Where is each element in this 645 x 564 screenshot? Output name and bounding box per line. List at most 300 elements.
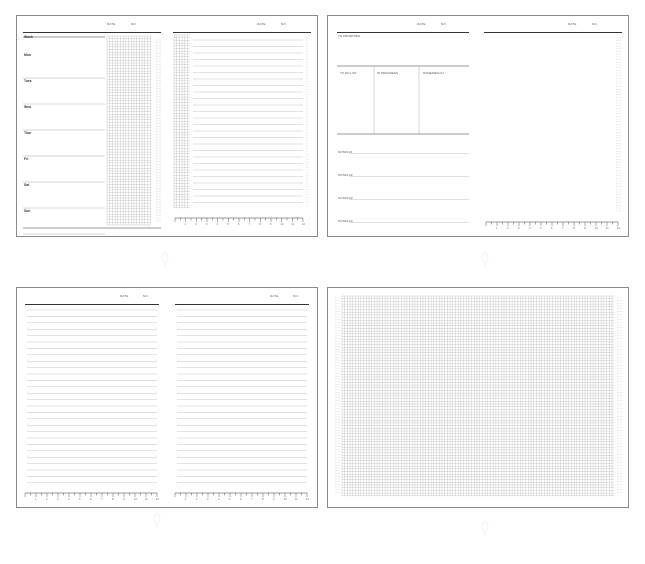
margin-dot bbox=[307, 162, 308, 163]
ruler-number: 11 bbox=[291, 223, 295, 226]
planner-lines bbox=[337, 22, 469, 232]
margin-dot bbox=[620, 62, 621, 63]
margin-dot bbox=[618, 451, 619, 452]
margin-dot bbox=[618, 330, 619, 331]
margin-dot bbox=[339, 424, 340, 425]
margin-dot bbox=[339, 335, 340, 336]
margin-dot bbox=[618, 470, 619, 471]
margin-dot bbox=[618, 473, 619, 474]
margin-dot bbox=[620, 170, 621, 171]
margin-dot bbox=[339, 484, 340, 485]
margin-dot bbox=[617, 43, 618, 44]
margin-dot bbox=[336, 481, 337, 482]
margin-dot bbox=[157, 210, 158, 211]
margin-dot bbox=[617, 124, 618, 125]
margin-dot bbox=[160, 50, 161, 51]
margin-dot bbox=[617, 178, 618, 179]
margin-dot bbox=[618, 465, 619, 466]
margin-dot bbox=[617, 154, 618, 155]
margin-dot bbox=[617, 183, 618, 184]
margin-dot bbox=[157, 69, 158, 70]
margin-dot bbox=[618, 481, 619, 482]
margin-dot bbox=[620, 156, 621, 157]
margin-dot bbox=[160, 56, 161, 57]
margin-dot bbox=[336, 473, 337, 474]
ruler-number: 3 bbox=[57, 498, 59, 501]
margin-dot bbox=[336, 346, 337, 347]
ruler-number: 12 bbox=[156, 498, 159, 501]
margin-dot bbox=[336, 446, 337, 447]
margin-dot bbox=[621, 303, 622, 304]
ruler-number: 7 bbox=[101, 498, 103, 501]
margin-dot bbox=[620, 137, 621, 138]
margin-dot bbox=[620, 108, 621, 109]
margin-dot bbox=[620, 73, 621, 74]
margin-dot bbox=[618, 422, 619, 423]
margin-dot bbox=[617, 205, 618, 206]
margin-dot bbox=[617, 202, 618, 203]
margin-dot bbox=[157, 48, 158, 49]
margin-dot bbox=[336, 298, 337, 299]
margin-dot bbox=[339, 481, 340, 482]
margin-dot bbox=[621, 346, 622, 347]
margin-dot bbox=[157, 85, 158, 86]
margin-dot bbox=[336, 362, 337, 363]
margin-dot bbox=[157, 183, 158, 184]
margin-dot bbox=[339, 360, 340, 361]
weekday-label: Wed bbox=[24, 105, 32, 109]
margin-dot bbox=[620, 86, 621, 87]
margin-dot bbox=[618, 303, 619, 304]
margin-dot bbox=[339, 468, 340, 469]
margin-dot bbox=[157, 185, 158, 186]
margin-dot bbox=[160, 75, 161, 76]
margin-dot bbox=[336, 470, 337, 471]
no-label: NO. bbox=[281, 22, 287, 26]
ruler-number: 2 bbox=[195, 223, 197, 226]
margin-dot bbox=[618, 387, 619, 388]
margin-dot bbox=[617, 73, 618, 74]
margin-dot bbox=[618, 424, 619, 425]
margin-dot bbox=[620, 113, 621, 114]
weekday-label: Mon bbox=[24, 53, 31, 57]
margin-dot bbox=[621, 395, 622, 396]
margin-dot bbox=[157, 164, 158, 165]
ruler-number: 7 bbox=[248, 223, 251, 226]
margin-dot bbox=[618, 322, 619, 323]
margin-dot bbox=[307, 186, 308, 187]
margin-dot bbox=[621, 478, 622, 479]
margin-dot bbox=[618, 316, 619, 317]
margin-dot bbox=[621, 327, 622, 328]
margin-dot bbox=[307, 116, 308, 117]
margin-dot bbox=[160, 156, 161, 157]
dotted-area bbox=[484, 22, 622, 232]
margin-dot bbox=[618, 392, 619, 393]
margin-dot bbox=[336, 427, 337, 428]
margin-dot bbox=[336, 460, 337, 461]
margin-dot bbox=[621, 481, 622, 482]
ruler-number: 10 bbox=[280, 223, 284, 226]
margin-dot bbox=[618, 352, 619, 353]
margin-dot bbox=[307, 38, 308, 39]
margin-dot bbox=[160, 53, 161, 54]
margin-dot bbox=[339, 298, 340, 299]
margin-dot bbox=[618, 327, 619, 328]
margin-dot bbox=[336, 360, 337, 361]
margin-dot bbox=[307, 121, 308, 122]
margin-dot bbox=[618, 408, 619, 409]
margin-dot bbox=[620, 194, 621, 195]
margin-dot bbox=[621, 424, 622, 425]
margin-dot bbox=[160, 118, 161, 119]
margin-dot bbox=[618, 400, 619, 401]
ruler-number: 6 bbox=[238, 223, 240, 226]
notes-label: NOTES 04 bbox=[338, 219, 353, 223]
margin-dot bbox=[160, 104, 161, 105]
margin-dot bbox=[160, 196, 161, 197]
margin-dot bbox=[160, 139, 161, 140]
margin-dot bbox=[339, 300, 340, 301]
margin-dot bbox=[620, 92, 621, 93]
margin-dot bbox=[618, 441, 619, 442]
no-label: NO. bbox=[592, 22, 598, 26]
margin-dot bbox=[621, 341, 622, 342]
margin-dot bbox=[339, 489, 340, 490]
lined-rules bbox=[175, 294, 309, 504]
lined-page-left bbox=[25, 294, 159, 504]
margin-dot bbox=[617, 137, 618, 138]
margin-dot bbox=[157, 40, 158, 41]
margin-dot bbox=[307, 108, 308, 109]
margin-dot bbox=[621, 416, 622, 417]
margin-dot bbox=[618, 381, 619, 382]
spread-planner bbox=[327, 15, 629, 237]
margin-dot bbox=[339, 441, 340, 442]
date-label: DATE bbox=[417, 22, 426, 26]
ruler-number: 5 bbox=[79, 498, 81, 501]
no-label: NO. bbox=[441, 22, 447, 26]
margin-dot bbox=[618, 389, 619, 390]
margin-dot bbox=[157, 104, 158, 105]
margin-dot bbox=[307, 175, 308, 176]
margin-dot bbox=[157, 45, 158, 46]
ruler-number: 11 bbox=[145, 498, 148, 501]
margin-dot bbox=[618, 454, 619, 455]
margin-dot bbox=[339, 422, 340, 423]
margin-dot bbox=[339, 451, 340, 452]
ruler-number: 6 bbox=[551, 227, 553, 230]
margin-dot bbox=[336, 343, 337, 344]
margin-dot bbox=[617, 48, 618, 49]
margin-dot bbox=[339, 411, 340, 412]
margin-dot bbox=[160, 48, 161, 49]
margin-dot bbox=[160, 64, 161, 65]
margin-dot bbox=[307, 183, 308, 184]
margin-dot bbox=[617, 208, 618, 209]
margin-dot bbox=[157, 118, 158, 119]
margin-dot bbox=[336, 422, 337, 423]
margin-dot bbox=[621, 441, 622, 442]
margin-dot bbox=[307, 164, 308, 165]
margin-dot bbox=[339, 430, 340, 431]
margin-dot bbox=[620, 191, 621, 192]
margin-dot bbox=[160, 164, 161, 165]
margin-dot bbox=[336, 406, 337, 407]
ruler-number: 8 bbox=[259, 223, 261, 226]
margin-dot bbox=[336, 387, 337, 388]
margin-dot bbox=[339, 311, 340, 312]
margin-dot bbox=[617, 151, 618, 152]
margin-dot bbox=[157, 75, 158, 76]
margin-dot bbox=[618, 430, 619, 431]
margin-dot bbox=[617, 167, 618, 168]
margin-dot bbox=[617, 127, 618, 128]
lined-rules bbox=[25, 294, 159, 504]
margin-dot bbox=[620, 154, 621, 155]
margin-dot bbox=[617, 59, 618, 60]
margin-dot bbox=[617, 135, 618, 136]
margin-dot bbox=[620, 102, 621, 103]
margin-dot bbox=[620, 100, 621, 101]
margin-dot bbox=[618, 414, 619, 415]
ruler-number: 2 bbox=[196, 498, 198, 501]
margin-dot bbox=[160, 207, 161, 208]
margin-dot bbox=[620, 40, 621, 41]
margin-dot bbox=[157, 131, 158, 132]
margin-dot bbox=[339, 346, 340, 347]
margin-dot bbox=[620, 189, 621, 190]
margin-dot bbox=[160, 183, 161, 184]
margin-dot bbox=[336, 354, 337, 355]
margin-dot bbox=[157, 180, 158, 181]
margin-dot bbox=[307, 170, 308, 171]
margin-dot bbox=[336, 424, 337, 425]
margin-dot bbox=[621, 470, 622, 471]
margin-dot bbox=[339, 387, 340, 388]
margin-dot bbox=[157, 129, 158, 130]
margin-dot bbox=[336, 392, 337, 393]
margin-dot bbox=[336, 381, 337, 382]
ruler-number: 1 bbox=[496, 227, 498, 230]
no-label: NO. bbox=[143, 294, 149, 298]
margin-dot bbox=[618, 446, 619, 447]
margin-dot bbox=[620, 65, 621, 66]
margin-dot bbox=[157, 150, 158, 151]
margin-dot bbox=[157, 137, 158, 138]
margin-dot bbox=[620, 81, 621, 82]
margin-dot bbox=[339, 303, 340, 304]
margin-dot bbox=[339, 395, 340, 396]
margin-dot bbox=[621, 389, 622, 390]
margin-dot bbox=[621, 484, 622, 485]
margin-dot bbox=[336, 489, 337, 490]
margin-dot bbox=[621, 370, 622, 371]
margin-dot bbox=[157, 42, 158, 43]
margin-dot bbox=[618, 362, 619, 363]
margin-dot bbox=[160, 153, 161, 154]
margin-dot bbox=[617, 81, 618, 82]
margin-dot bbox=[621, 319, 622, 320]
margin-dot bbox=[339, 416, 340, 417]
margin-dot bbox=[307, 151, 308, 152]
margin-dot bbox=[307, 67, 308, 68]
margin-dot bbox=[336, 370, 337, 371]
margin-dot bbox=[307, 75, 308, 76]
margin-dot bbox=[621, 454, 622, 455]
margin-dot bbox=[157, 67, 158, 68]
margin-dot bbox=[160, 80, 161, 81]
margin-dot bbox=[339, 341, 340, 342]
margin-dot bbox=[621, 451, 622, 452]
no-label: NO. bbox=[293, 294, 299, 298]
margin-dot bbox=[618, 484, 619, 485]
margin-dot bbox=[160, 134, 161, 135]
margin-dot bbox=[617, 200, 618, 201]
margin-dot bbox=[160, 161, 161, 162]
margin-dot bbox=[339, 373, 340, 374]
margin-dot bbox=[621, 438, 622, 439]
date-label: DATE bbox=[568, 22, 577, 26]
margin-dot bbox=[157, 112, 158, 113]
margin-dot bbox=[339, 352, 340, 353]
margin-dot bbox=[339, 419, 340, 420]
margin-dot bbox=[157, 126, 158, 127]
margin-dot bbox=[620, 162, 621, 163]
margin-dot bbox=[617, 65, 618, 66]
margin-dot bbox=[620, 43, 621, 44]
margin-dot bbox=[339, 478, 340, 479]
margin-dot bbox=[339, 381, 340, 382]
margin-dot bbox=[620, 129, 621, 130]
margin-dot bbox=[307, 102, 308, 103]
margin-dot bbox=[621, 335, 622, 336]
margin-dot bbox=[339, 460, 340, 461]
margin-dot bbox=[160, 107, 161, 108]
margin-dot bbox=[620, 127, 621, 128]
margin-dot bbox=[307, 181, 308, 182]
margin-dot bbox=[617, 121, 618, 122]
margin-dot bbox=[617, 116, 618, 117]
margin-dot bbox=[617, 132, 618, 133]
margin-dot bbox=[307, 148, 308, 149]
margin-dot bbox=[336, 357, 337, 358]
ruler-number: 7 bbox=[251, 498, 253, 501]
margin-dot bbox=[307, 202, 308, 203]
margin-dot bbox=[618, 370, 619, 371]
margin-dot bbox=[307, 127, 308, 128]
todo-label: TO DO LIST bbox=[340, 71, 357, 75]
margin-dot bbox=[160, 158, 161, 159]
margin-dot bbox=[620, 140, 621, 141]
margin-dot bbox=[336, 389, 337, 390]
margin-dot bbox=[307, 194, 308, 195]
margin-dot bbox=[621, 373, 622, 374]
ruler-number: 5 bbox=[229, 498, 231, 501]
ruler-number: 9 bbox=[123, 498, 125, 501]
margin-dot bbox=[307, 92, 308, 93]
margin-dot bbox=[618, 341, 619, 342]
margin-dot bbox=[339, 327, 340, 328]
margin-dot bbox=[160, 110, 161, 111]
margin-dot bbox=[621, 460, 622, 461]
margin-dot bbox=[307, 65, 308, 66]
margin-dot bbox=[157, 123, 158, 124]
margin-dot bbox=[336, 395, 337, 396]
watermark-icon bbox=[479, 251, 491, 269]
margin-dot bbox=[336, 368, 337, 369]
ruler-number: 5 bbox=[227, 223, 229, 226]
margin-dot bbox=[618, 433, 619, 434]
margin-dot bbox=[336, 303, 337, 304]
margin-dot bbox=[618, 443, 619, 444]
ruler-number: 6 bbox=[240, 498, 242, 501]
margin-dot bbox=[618, 357, 619, 358]
planner-page bbox=[337, 22, 469, 232]
margin-dot bbox=[620, 146, 621, 147]
margin-dot bbox=[157, 102, 158, 103]
margin-dot bbox=[618, 457, 619, 458]
margin-dot bbox=[336, 325, 337, 326]
margin-dot bbox=[621, 387, 622, 388]
margin-dot bbox=[336, 443, 337, 444]
margin-dot bbox=[621, 368, 622, 369]
margin-dot bbox=[620, 78, 621, 79]
margin-dot bbox=[157, 64, 158, 65]
margin-dot bbox=[620, 197, 621, 198]
margin-dot bbox=[339, 362, 340, 363]
margin-dot bbox=[336, 462, 337, 463]
margin-dot bbox=[157, 175, 158, 176]
ruler-number: 8 bbox=[573, 227, 575, 230]
margin-dot bbox=[339, 400, 340, 401]
ruler-number: 4 bbox=[68, 498, 70, 501]
weekday-label: Tues bbox=[24, 79, 32, 83]
margin-dot bbox=[618, 360, 619, 361]
margin-dot bbox=[618, 489, 619, 490]
margin-dot bbox=[157, 215, 158, 216]
margin-dot bbox=[336, 484, 337, 485]
margin-dot bbox=[157, 156, 158, 157]
margin-dot bbox=[617, 105, 618, 106]
margin-dot bbox=[160, 131, 161, 132]
margin-dot bbox=[339, 392, 340, 393]
margin-dot bbox=[307, 94, 308, 95]
ruler-number: 12 bbox=[306, 498, 309, 501]
margin-dot bbox=[157, 148, 158, 149]
margin-dot bbox=[336, 449, 337, 450]
ruler-number: 10 bbox=[284, 498, 287, 501]
margin-dot bbox=[157, 166, 158, 167]
margin-dot bbox=[620, 54, 621, 55]
margin-dot bbox=[617, 97, 618, 98]
margin-dot bbox=[620, 48, 621, 49]
margin-dot bbox=[618, 376, 619, 377]
margin-dot bbox=[307, 129, 308, 130]
margin-dot bbox=[618, 478, 619, 479]
margin-dot bbox=[620, 89, 621, 90]
ruler-number: 4 bbox=[529, 227, 531, 230]
margin-dot bbox=[617, 86, 618, 87]
margin-dot bbox=[620, 208, 621, 209]
margin-dot bbox=[160, 88, 161, 89]
margin-dot bbox=[621, 381, 622, 382]
margin-dot bbox=[339, 316, 340, 317]
margin-dot bbox=[336, 441, 337, 442]
margin-dot bbox=[618, 368, 619, 369]
margin-dot bbox=[620, 46, 621, 47]
margin-dot bbox=[618, 335, 619, 336]
